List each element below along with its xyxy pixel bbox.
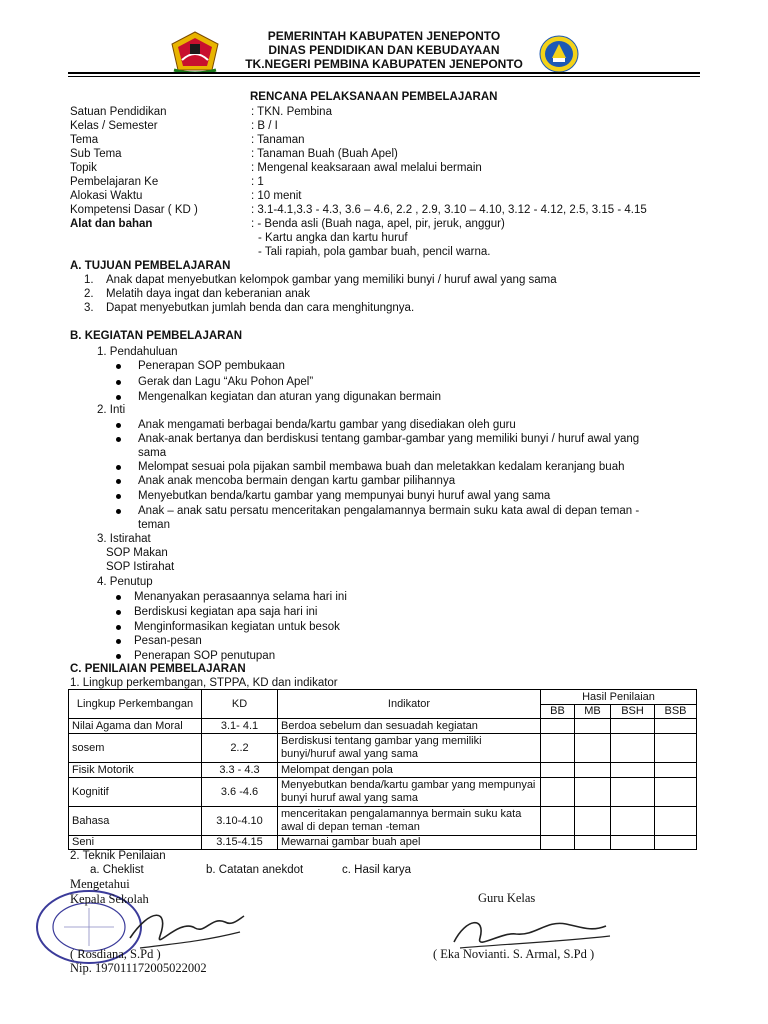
list-item: Dapat menyebutkan jumlah benda dan cara menghitungnya. (106, 302, 415, 314)
table-cell: 2..2 (202, 734, 278, 763)
list-item: SOP Makan (106, 547, 168, 559)
document-title: RENCANA PELAKSANAAN PEMBELAJARAN (250, 91, 498, 103)
checkbox-cell[interactable] (541, 807, 575, 836)
checkbox-cell[interactable] (575, 719, 611, 734)
identity-label: Satuan Pendidikan (70, 106, 167, 118)
bullet-icon (116, 654, 121, 659)
checkbox-cell[interactable] (655, 763, 697, 778)
column-header: Indikator (278, 690, 541, 719)
checkbox-cell[interactable] (611, 836, 655, 850)
list-item: SOP Istirahat (106, 561, 175, 573)
identity-value: : Tanaman Buah (Buah Apel) (251, 148, 398, 160)
list-item-continuation: teman (138, 519, 170, 531)
identity-label: Alokasi Waktu (70, 190, 143, 202)
subsection-title: 2. Teknik Penilaian (70, 850, 166, 862)
bullet-icon (116, 610, 121, 615)
table-cell: Melompat dengan pola (278, 763, 541, 778)
checkbox-cell[interactable] (575, 734, 611, 763)
header-line-1: PEMERINTAH KABUPATEN JENEPONTO (267, 29, 501, 43)
identity-value: : 1 (251, 176, 264, 188)
subsection-title: 4. Penutup (97, 576, 153, 588)
teknik-item: a. Cheklist (90, 864, 144, 876)
table-cell: Seni (69, 836, 202, 850)
mengetahui-label: Mengetahui (70, 877, 130, 891)
table-cell: 3.10-4.10 (202, 807, 278, 836)
checkbox-cell[interactable] (655, 734, 697, 763)
column-header: BSH (611, 705, 655, 719)
table-row (69, 734, 697, 763)
list-item: Anak anak mencoba bermain dengan kartu gambar pilihannya (138, 475, 456, 487)
headmaster-nip: Nip. 197011172005022002 (70, 961, 207, 975)
table-cell: Nilai Agama dan Moral (69, 719, 202, 734)
teacher-name: ( Eka Novianti. S. Armal, S.Pd ) (433, 947, 595, 961)
header-line-2: DINAS PENDIDIKAN DAN KEBUDAYAAN (268, 43, 500, 57)
table-row (69, 807, 697, 836)
list-item: Menginformasikan kegiatan untuk besok (134, 621, 340, 633)
list-item: Melompat sesuai pola pijakan sambil membawa buah dan meletakkan kedalam keranjang buah (138, 461, 625, 473)
checkbox-cell[interactable] (655, 807, 697, 836)
bullet-icon (116, 625, 121, 630)
list-item: Mengenalkan kegiatan dan aturan yang digunakan bermain (138, 391, 442, 403)
teknik-item: c. Hasil karya (342, 864, 412, 876)
table-cell: Mewarnai gambar buah apel (278, 836, 541, 850)
subsection-title: 1. Pendahuluan (97, 346, 178, 358)
table-row (69, 836, 697, 850)
teknik-item: b. Catatan anekdot (206, 864, 304, 876)
checkbox-cell[interactable] (611, 734, 655, 763)
assessment-table (68, 689, 697, 850)
identity-label: Tema (70, 134, 99, 146)
table-cell: Menyebutkan benda/kartu gambar yang mempunyai bunyi huruf awal yang sama (278, 778, 541, 807)
checkbox-cell[interactable] (575, 807, 611, 836)
column-header: Lingkup Perkembangan (69, 690, 202, 719)
checkbox-cell[interactable] (611, 763, 655, 778)
table-row (69, 763, 697, 778)
table-cell: Berdoa sebelum dan sesuadah kegiatan (278, 719, 541, 734)
list-item: Gerak dan Lagu “Aku Pohon Apel” (138, 376, 314, 388)
table-cell: 3.1- 4.1 (202, 719, 278, 734)
table-cell: sosem (69, 734, 202, 763)
table-cell: 3.6 -4.6 (202, 778, 278, 807)
list-item: Berdiskusi kegiatan apa saja hari ini (134, 606, 318, 618)
list-item: Anak – anak satu persatu menceritakan pengalamannya bermain suku kata awal di depan teman - (138, 505, 640, 517)
subsection-title: 1. Lingkup perkembangan, STPPA, KD dan indikator (70, 677, 338, 689)
column-header: MB (575, 705, 611, 719)
bullet-icon (116, 423, 121, 428)
identity-value: : 3.1-4.1,3.3 - 4.3, 3.6 – 4.6, 2.2 , 2.9, 3.10 – 4.10, 3.12 - 4.12, 2.5, 3.15 - 4.15 (251, 204, 647, 216)
header-divider-thin (68, 76, 700, 77)
checkbox-cell[interactable] (575, 778, 611, 807)
column-header: BSB (655, 705, 697, 719)
checkbox-cell[interactable] (611, 778, 655, 807)
table-cell: menceritakan pengalamannya bermain suku kata awal di depan teman -teman (278, 807, 541, 836)
checkbox-cell[interactable] (611, 719, 655, 734)
bullet-icon (116, 395, 121, 400)
bullet-icon (116, 380, 121, 385)
checkbox-cell[interactable] (611, 807, 655, 836)
list-number: 1. (84, 274, 94, 286)
identity-value: : B / I (251, 120, 278, 132)
identity-label: Sub Tema (70, 148, 122, 160)
checkbox-cell[interactable] (575, 763, 611, 778)
identity-value: : Mengenal keaksaraan awal melalui bermain (251, 162, 482, 174)
table-cell: Kognitif (69, 778, 202, 807)
list-item: Penerapan SOP penutupan (134, 650, 276, 662)
list-item: Penerapan SOP pembukaan (138, 360, 285, 372)
identity-value: : Tanaman (251, 134, 305, 146)
alat-item: - Kartu angka dan kartu huruf (258, 232, 408, 244)
list-item: Anak dapat menyebutkan kelompok gambar yang memiliki bunyi / huruf awal yang sama (106, 274, 557, 286)
table-cell: Fisik Motorik (69, 763, 202, 778)
bullet-icon (116, 479, 121, 484)
headmaster-name: ( Rosdiana, S.Pd ) (70, 947, 161, 961)
section-c-heading: C. PENILAIAN PEMBELAJARAN (70, 663, 246, 675)
bullet-icon (116, 639, 121, 644)
bullet-icon (116, 595, 121, 600)
identity-value: : 10 menit (251, 190, 302, 202)
column-header: KD (202, 690, 278, 719)
subsection-title: 3. Istirahat (97, 533, 151, 545)
checkbox-cell[interactable] (541, 836, 575, 850)
bullet-icon (116, 494, 121, 499)
headmaster-title: Kepala Sekolah (70, 892, 149, 906)
checkbox-cell[interactable] (541, 734, 575, 763)
table-cell: Berdiskusi tentang gambar yang memiliki bunyi/huruf awal yang sama (278, 734, 541, 763)
column-header: Hasil Penilaian (541, 690, 697, 705)
identity-value: : - Benda asli (Buah naga, apel, pir, jeruk, anggur) (251, 218, 505, 230)
bullet-icon (116, 437, 121, 442)
checkbox-cell[interactable] (655, 778, 697, 807)
header-line-3: TK.NEGERI PEMBINA KABUPATEN JENEPONTO (245, 57, 523, 71)
teacher-title: Guru Kelas (478, 891, 536, 905)
checkbox-cell[interactable] (655, 719, 697, 734)
identity-label: Alat dan bahan (70, 218, 153, 230)
table-row (69, 778, 697, 807)
checkbox-cell[interactable] (655, 836, 697, 850)
list-item-continuation: sama (138, 447, 167, 459)
table-row (69, 719, 697, 734)
checkbox-cell[interactable] (575, 836, 611, 850)
list-number: 2. (84, 288, 94, 300)
identity-label: Pembelajaran Ke (70, 176, 159, 188)
list-item: Menanyakan perasaannya selama hari ini (134, 591, 347, 603)
list-item: Melatih daya ingat dan keberanian anak (106, 288, 310, 300)
subsection-title: 2. Inti (97, 404, 126, 416)
header-divider (68, 72, 700, 74)
list-item: Anak mengamati berbagai benda/kartu gambar yang disediakan oleh guru (138, 419, 516, 431)
identity-label: Topik (70, 162, 97, 174)
list-number: 3. (84, 302, 94, 314)
identity-value: : TKN. Pembina (251, 106, 332, 118)
checkbox-cell[interactable] (541, 719, 575, 734)
section-a-heading: A. TUJUAN PEMBELAJARAN (70, 260, 231, 272)
table-cell: 3.3 - 4.3 (202, 763, 278, 778)
table-cell: Bahasa (69, 807, 202, 836)
bullet-icon (116, 465, 121, 470)
checkbox-cell[interactable] (541, 778, 575, 807)
column-header: BB (541, 705, 575, 719)
list-item: Pesan-pesan (134, 635, 202, 647)
identity-label: Kompetensi Dasar ( KD ) (70, 204, 198, 216)
bullet-icon (116, 364, 121, 369)
table-cell: 3.15-4.15 (202, 836, 278, 850)
section-b-heading: B. KEGIATAN PEMBELAJARAN (70, 330, 243, 342)
list-item: Menyebutkan benda/kartu gambar yang mempunyai bunyi huruf awal yang sama (138, 490, 551, 502)
identity-label: Kelas / Semester (70, 120, 158, 132)
list-item: Anak-anak bertanya dan berdiskusi tentang gambar-gambar yang memiliki bunyi / huruf awal yang (138, 433, 640, 445)
bullet-icon (116, 509, 121, 514)
checkbox-cell[interactable] (541, 763, 575, 778)
alat-item: - Tali rapiah, pola gambar buah, pencil warna. (258, 246, 491, 258)
